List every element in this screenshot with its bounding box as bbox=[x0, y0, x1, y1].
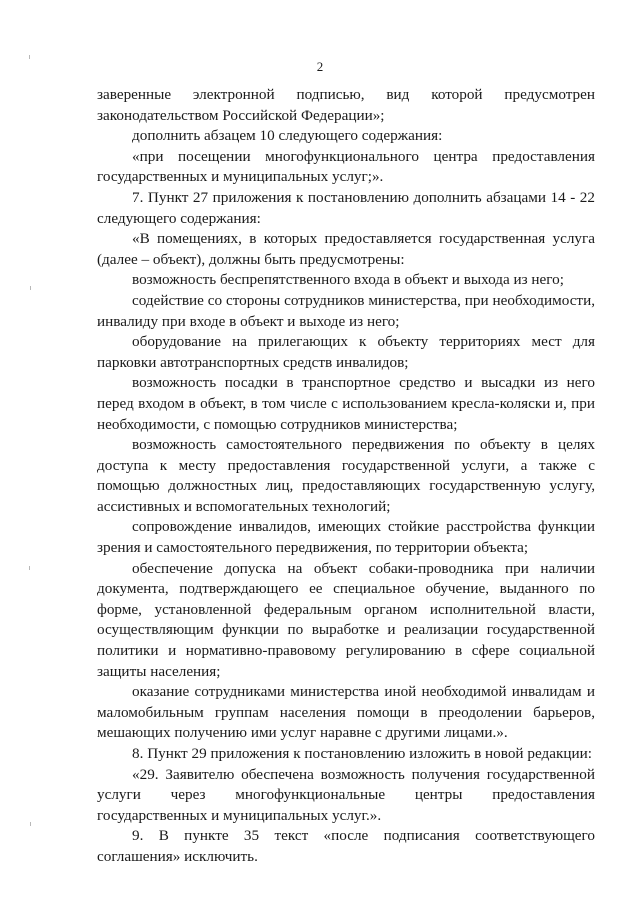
document-body bbox=[97, 85, 595, 868]
paragraph-boarding: возможность посадки в транспортное средство и высадки из него перед входом в объект, в том числе с использованием кресла-коляски и, при необходимости, с помощью сотрудников министерства; bbox=[97, 374, 595, 433]
paragraph-free-access: возможность беспрепятственного входа в объект и выхода из него; bbox=[132, 271, 564, 289]
paragraph-item-9: 9. В пункте 35 текст «после подписания соответствующего соглашения» исключить. bbox=[97, 827, 595, 865]
paragraph-escort: сопровождение инвалидов, имеющих стойкие расстройства функции зрения и самостоятельного передвижения, по территории объекта; bbox=[97, 518, 595, 557]
paragraph-parking: оборудование на прилегающих к объекту территориях мест для парковки автотранспортных средств инвалидов; bbox=[97, 333, 595, 371]
paragraph-item-8: 8. Пункт 29 приложения к постановлению изложить в новой редакции: bbox=[132, 745, 592, 762]
paragraph-other-help: оказание сотрудниками министерства иной необходимой инвалидам и маломобильным группам населения помощи в преодолении барьеров, мешающих получению ими услуг наравне с другими лицами.». bbox=[97, 683, 595, 742]
paragraph-staff-assistance: содействие со стороны сотрудников министерства, при необходимости, инвалиду при входе в объект и выходе из него; bbox=[97, 291, 595, 330]
scan-artifact bbox=[30, 286, 31, 290]
paragraph-item-7: 7. Пункт 27 приложения к постановлению дополнить абзацами 14 - 22 следующего содержания: bbox=[97, 188, 595, 227]
paragraph-guide-dog: обеспечение допуска на объект собаки-проводника при наличии документа, подтверждающего ее специальное обучение, выданного по форме, установленной федеральным органом исполнительной власти, осуществляющим функции по выработке и реализации государственной политики и нормативно-правовому регулированию в сфере социальной защиты населения; bbox=[97, 559, 595, 680]
paragraph-mfc-visit: «при посещении многофункционального центра предоставления государственных и муниципальных услуг;». bbox=[97, 147, 595, 186]
scan-artifact bbox=[30, 822, 31, 826]
scan-artifact bbox=[29, 55, 30, 59]
paragraph-independent-movement: возможность самостоятельного передвижения по объекту в целях доступа к месту предоставления государственной услуги, а также с помощью должностных лиц, предоставляющих государственную услугу, ассистивных и вспомогательных технологий; bbox=[97, 436, 595, 515]
page-number: 2 bbox=[316, 59, 324, 74]
paragraph-premises: «В помещениях, в которых предоставляется государственная услуга (далее – объект), должны быть предусмотрены: bbox=[97, 230, 595, 268]
paragraph-continuation: заверенные электронной подписью, вид которой предусмотрен законодательством Российской Федерации»; bbox=[97, 86, 595, 124]
paragraph-item-29: «29. Заявителю обеспечена возможность получения государственной услуги через многофункциональные центры предоставления государственных и муниципальных услуг.». bbox=[97, 765, 595, 824]
paragraph-add-paragraph-10: дополнить абзацем 10 следующего содержания: bbox=[132, 127, 443, 145]
scan-artifact bbox=[29, 566, 30, 570]
